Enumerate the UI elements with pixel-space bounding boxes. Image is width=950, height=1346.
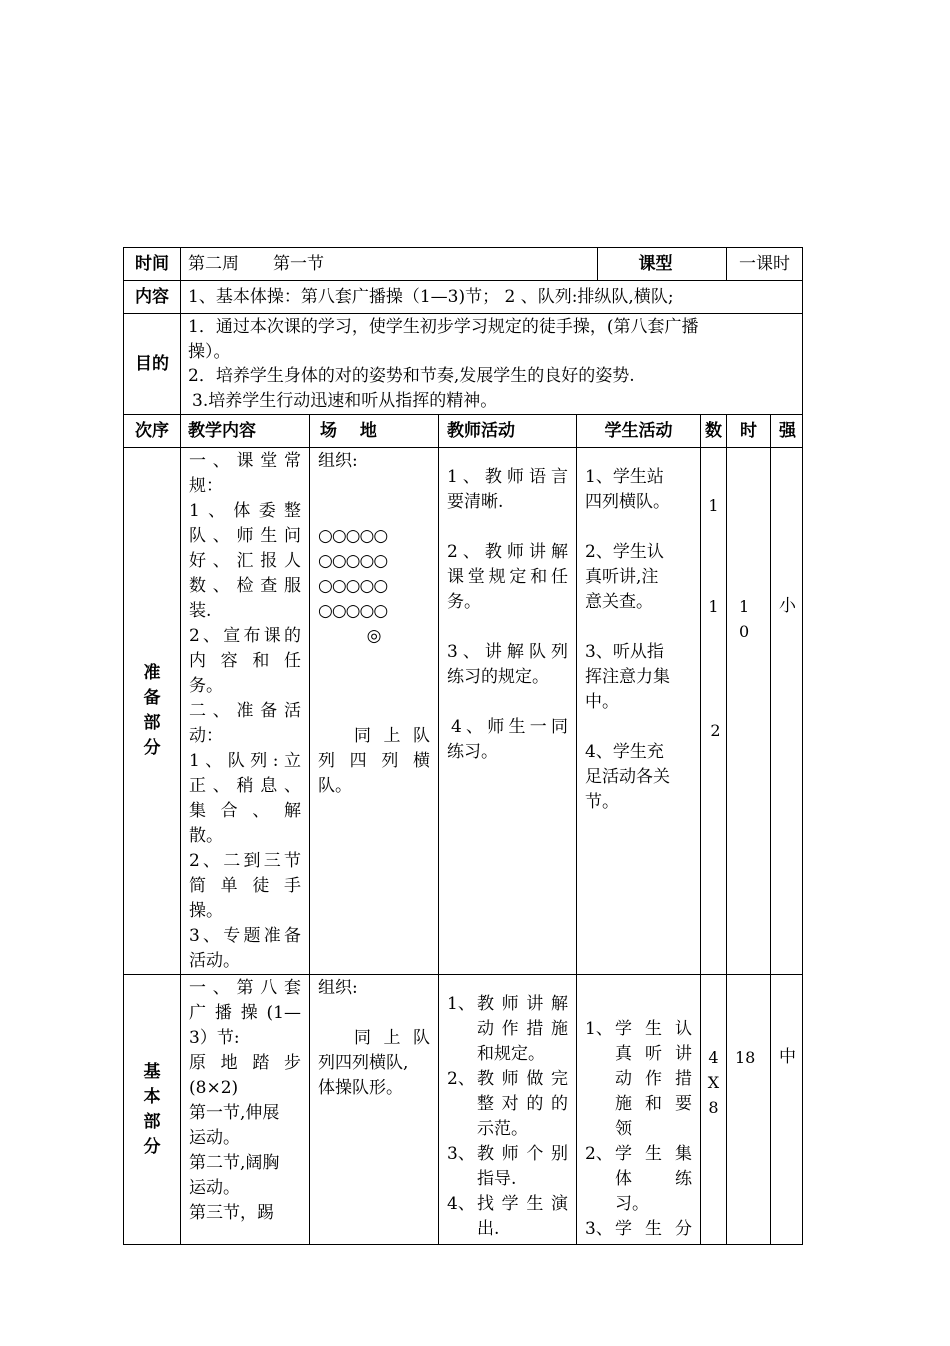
prep-venue: 组织: ○○○○○ ○○○○○ ○○○○○ ○○○○○ ◎ 同上队 列四列横 队。 xyxy=(310,448,439,975)
col-header-intensity: 强 xyxy=(771,415,803,448)
lesson-type-label: 课型 xyxy=(701,248,727,281)
section-name-prep: 准 备 部 分 xyxy=(124,448,181,975)
prep-time: 1 0 xyxy=(727,448,771,975)
time-value: 第二周 第一节 xyxy=(181,248,701,281)
goal-line: 操）。 xyxy=(188,341,231,362)
col-header-count: 数 xyxy=(701,415,727,448)
basic-student: 1、 学生认 真听讲 动作措 施和要 领 2、 学生集 体 练 习。 3、 学生分 xyxy=(577,975,701,1245)
prep-count: 1 1 2 xyxy=(701,448,727,975)
prep-student: 1、学生站 四列横队。 2、学生认 真听讲,注 意关查。 3、听从指 挥注意力集 中。 4、学生充 足活动各关 节。 xyxy=(577,448,701,975)
basic-intensity: 中 xyxy=(771,975,803,1245)
teacher-position-marker: ◎ xyxy=(366,626,382,646)
col-header-venue: 场 地 xyxy=(310,415,439,448)
goal-line: 3.培养学生行动迅速和听从指挥的精神。 xyxy=(192,390,498,411)
formation-row: ○○○○○ xyxy=(318,601,388,621)
goal-line: 2．培养学生身体的对的姿势和节奏,发展学生的良好的姿势. xyxy=(188,366,635,386)
col-header-content: 教学内容 xyxy=(181,415,310,448)
col-header-student: 学生活动 xyxy=(577,415,701,448)
lesson-plan-table xyxy=(123,247,803,1245)
basic-content: 一、第八套 广播操(1— 3）节: 原地踏步 (8×2) 第一节,伸展 运动。 第二节,阔胸 运动。 第三节，踢 xyxy=(181,975,310,1245)
content-value: 1、基本体操：第八套广播操（1—3)节； 2 、队列:排纵队,横队; xyxy=(181,281,803,314)
goal-label: 目的 xyxy=(124,314,181,415)
formation-row: ○○○○○ xyxy=(318,551,388,571)
time-label: 时间 xyxy=(124,248,181,281)
section-name-basic: 基 本 部 分 xyxy=(124,975,181,1245)
prep-content: 一、课堂常 规： 1、体委整 队、师生问 好、汇报人 数、检查服 装. 2、宣布课的 内容和任 务。 二、准备活 动： 1、队列:立 正、稍息、 集合、解 散。 2、二到三节 简单徒手 操。 3、专题准备 活动。 xyxy=(181,448,310,975)
venue-title: 组织: xyxy=(318,451,358,471)
basic-venue: 组织: 同上队 列四列横队, 体操队形。 xyxy=(310,975,439,1245)
col-header-order: 次序 xyxy=(124,415,181,448)
formation-row: ○○○○○ xyxy=(318,526,388,546)
goal-text xyxy=(181,314,803,415)
formation-row: ○○○○○ xyxy=(318,576,388,596)
lesson-type-value: 一课时 xyxy=(727,248,803,281)
basic-teacher: 1、 教师讲解 动作措施 和规定。 2、 教师做完 整对的的 示范。 3、 教师个别 指导. 4、 找学生演 出. xyxy=(439,975,577,1245)
basic-count: 4 X 8 xyxy=(701,975,727,1245)
basic-time: 18 xyxy=(727,975,771,1245)
goal-line: 1．通过本次课的学习，使学生初步学习规定的徒手操，(第八套广播 xyxy=(188,317,699,337)
content-label: 内容 xyxy=(124,281,181,314)
col-header-time: 时 xyxy=(727,415,771,448)
col-header-teacher: 教师活动 xyxy=(439,415,577,448)
lesson-plan-sheet xyxy=(123,247,802,1245)
prep-intensity: 小 xyxy=(771,448,803,975)
prep-teacher: 1、教师语言 要清晰. 2、教师讲解 课堂规定和任 务。 3、讲解队列 练习的规定。 4、师生一同 练习。 xyxy=(439,448,577,975)
